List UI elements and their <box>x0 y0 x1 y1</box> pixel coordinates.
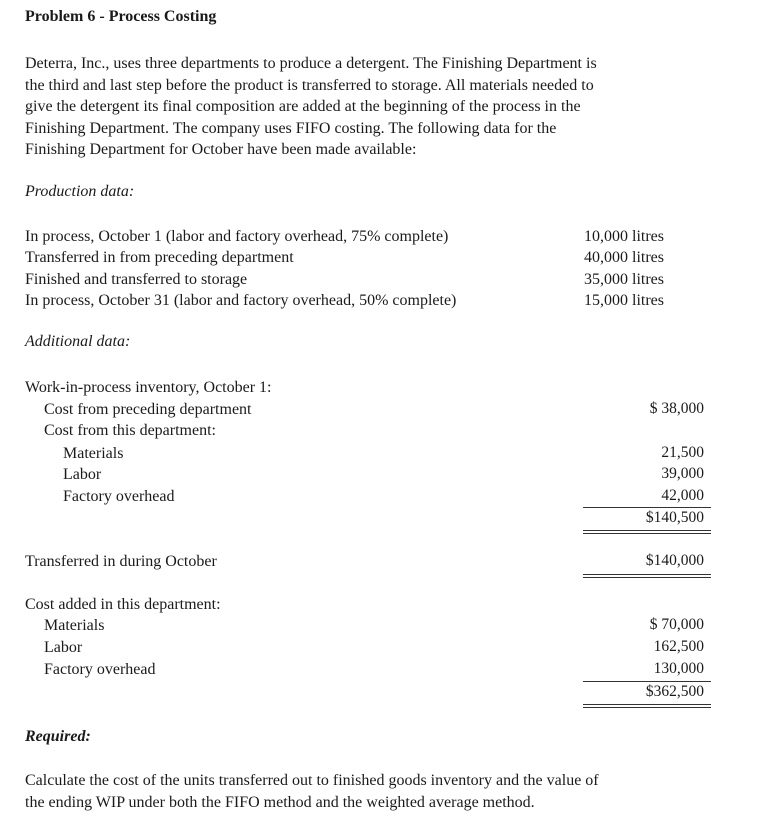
this-dept-label: Cost from this department: <box>44 422 216 439</box>
wip-item-value: 42,000 <box>661 487 704 504</box>
production-row-value: 40,000 litres <box>584 249 664 266</box>
wip-item-label: Materials <box>63 445 124 462</box>
production-row-label: In process, October 31 (labor and factory overhead, 50% complete) <box>25 292 457 309</box>
total-double-rule <box>583 574 711 578</box>
page-title: Problem 6 - Process Costing <box>25 8 217 25</box>
preceding-cost-value: $ 38,000 <box>649 400 704 417</box>
intro-paragraph <box>25 53 725 161</box>
subtotal-rule <box>583 681 711 682</box>
production-row-value: 10,000 litres <box>584 228 664 245</box>
required-line: the ending WIP under both the FIFO method and the weighted average method. <box>25 793 535 811</box>
required-text <box>25 770 599 813</box>
added-item-label: Factory overhead <box>44 661 156 678</box>
intro-line: Deterra, Inc., uses three departments to produce a detergent. The Finishing Department is <box>25 55 597 72</box>
transferred-value: $140,000 <box>645 552 704 569</box>
wip-item-label: Factory overhead <box>63 488 175 505</box>
added-item-value: 130,000 <box>653 660 704 677</box>
added-item-label: Materials <box>44 617 105 634</box>
intro-line: Finishing Department for October have been made available: <box>25 141 417 158</box>
subtotal-rule <box>583 507 711 508</box>
wip-item-label: Labor <box>63 466 102 483</box>
production-row-label: In process, October 1 (labor and factory overhead, 75% complete) <box>25 228 449 245</box>
intro-line: give the detergent its final composition are added at the beginning of the process in the <box>25 98 581 115</box>
added-heading: Cost added in this department: <box>25 596 221 613</box>
preceding-cost-label: Cost from preceding department <box>44 401 252 418</box>
added-item-value: 162,500 <box>653 638 704 655</box>
additional-heading: Additional data: <box>25 333 131 350</box>
required-heading: Required: <box>25 728 91 745</box>
production-row-value: 15,000 litres <box>584 292 664 309</box>
production-row-label: Finished and transferred to storage <box>25 271 248 288</box>
added-total-value: $362,500 <box>645 683 704 700</box>
intro-line: the third and last step before the product is transferred to storage. All materials needed to <box>25 76 594 94</box>
required-line: Calculate the cost of the units transferred out to finished goods inventory and the value of <box>25 772 599 789</box>
total-double-rule <box>583 530 711 534</box>
added-item-value: $ 70,000 <box>649 616 704 633</box>
total-double-rule <box>583 704 711 708</box>
wip-item-value: 21,500 <box>661 444 704 461</box>
wip-total-value: $140,500 <box>645 509 704 526</box>
production-row-value: 35,000 litres <box>584 271 664 288</box>
wip-item-value: 39,000 <box>661 465 704 482</box>
production-row-label: Transferred in from preceding department <box>25 249 294 266</box>
transferred-label: Transferred in during October <box>25 553 217 570</box>
production-heading: Production data: <box>25 183 135 200</box>
intro-line: Finishing Department. The company uses FIFO costing. The following data for the <box>25 119 557 137</box>
wip-heading: Work-in-process inventory, October 1: <box>25 379 272 396</box>
added-item-label: Labor <box>44 639 83 656</box>
